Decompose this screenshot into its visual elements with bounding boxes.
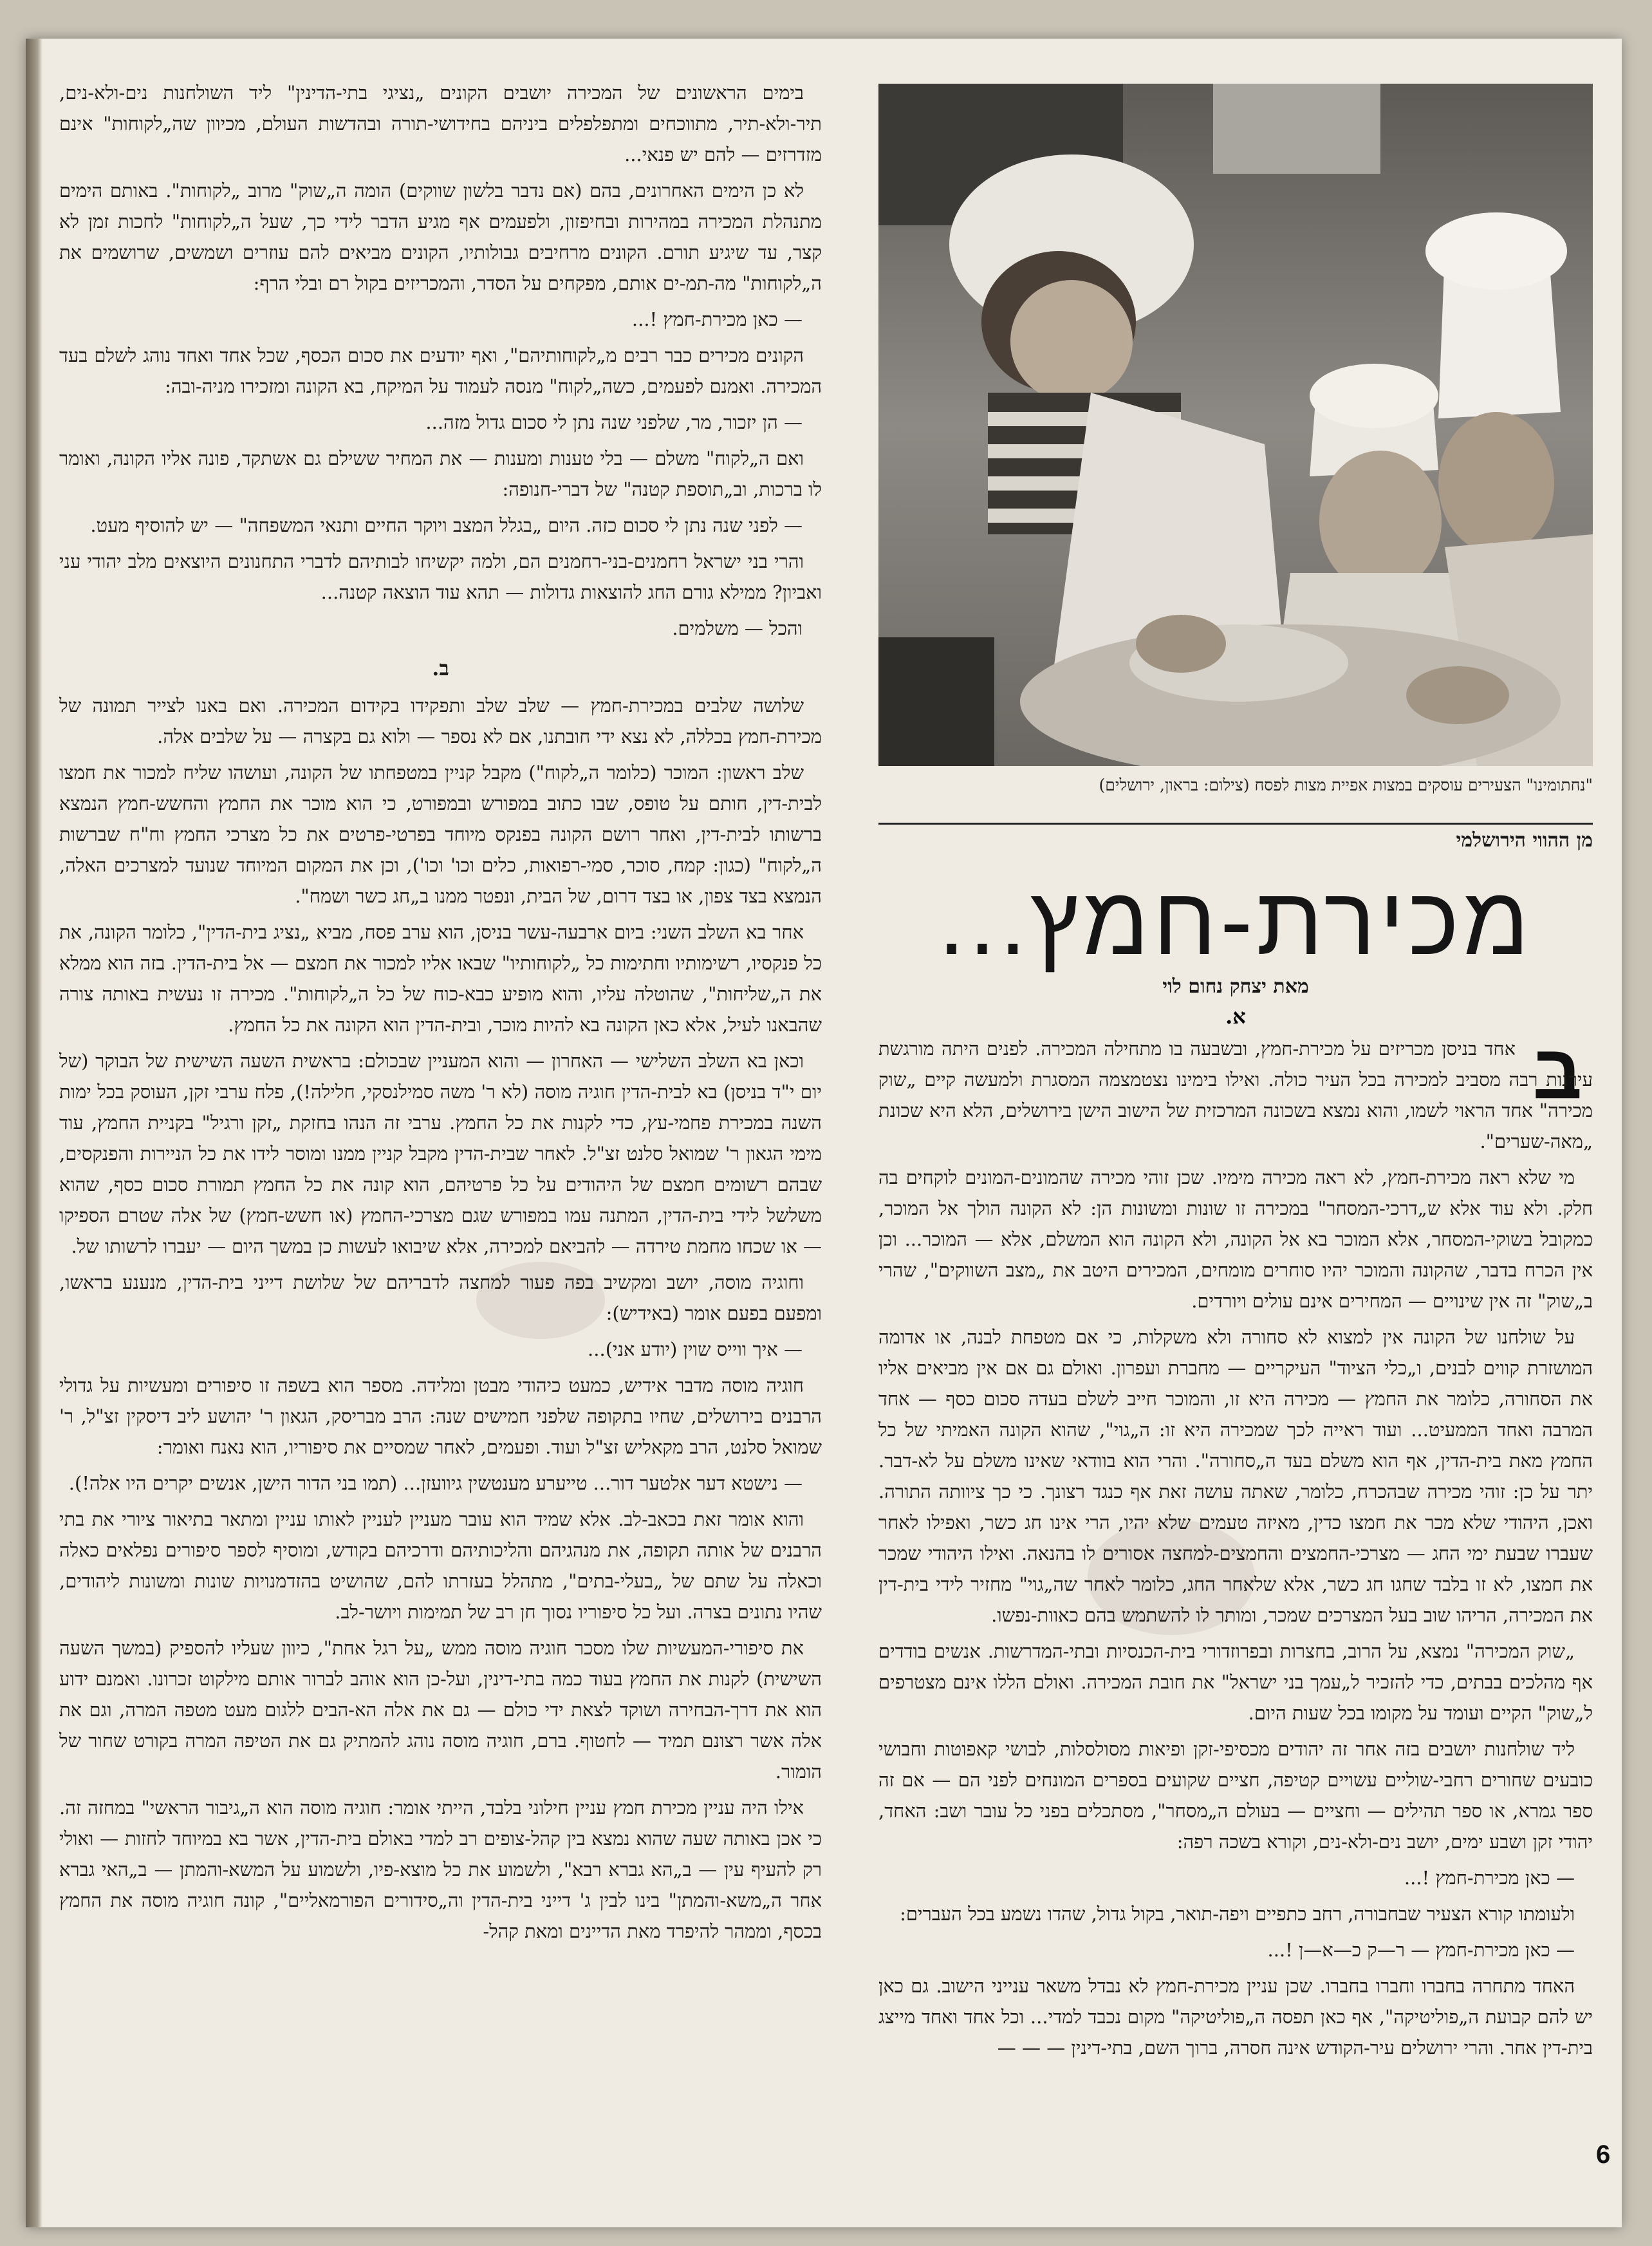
dialogue-line: — הן יזכור, מר, שלפני שנה נתן לי סכום גדול מזה... (425, 411, 803, 433)
paragraph: האחד מתחרה בחברו וחברו בחברו. שכן עניין מכירת-חמץ לא נבדל משאר ענייני הישוב. גם כאן יש להם קבועת ה„פוליטיקה", אף כאן תפסה ה„פוליטיקה" מקום נכבד למדי... וכל אחד ואחד מייצג בית-דין אחר. והרי ירושלים עיר-הקודש אינה חסרה, ברוך השם, בתי-דינין — — — (878, 1975, 1593, 2059)
drop-cap: ב (1532, 1033, 1582, 1115)
paragraph: את סיפורי-המעשיות שלו מסכר חוגיה מוסה ממש „על רגל אחת", כיוון שעליו להספיק (במשך השעה השישית) לקנות את החמץ בעוד כמה בתי-דינין, ועל-כן הוא אוהב לברור אותם מילקוט זכרונו. ואמנם ידוע הוא את דרך-הבחירה ושוקד לצאת ידי כולם — גם את אלה הא-הבים ללגום מעט מטפה המרה, וגם את אלה אשר רצונם תמיד — לחטוף. ברם, חוגיה מוסה נוהג להמתיק גם את הטיפה המרה בקורט שחור של הומור. (59, 1637, 822, 1783)
paragraph: והוא אומר זאת בכאב-לב. אלא שמיד הוא עובר מעניין לעניין לאותו עניין ומתאר בתיאור ציורי את בתי הרבנים של אותה תקופה, את מנהגיהם והליכותיהם ודרכיהם בקודש, ומוסיף לספר סיפורים נפלאים כאלה וכאלה על שתם של „בעלי-בתים", מתהלל בעזרתו להם, שהושיט בהזדמנויות שונות ומשונות ליהודים, שהיו נתונים בצרה. ועל כל סיפוריו נסוך חן רב של תמימות ויושר-לב. (59, 1508, 822, 1623)
paragraph: לא כן הימים האחרונים, בהם (אם נדבר בלשון שווקים) הומה ה„שוק" מרוב „לקוחות". באותם הימים מתנהלת המכירה במהירות ובחיפזון, ולפעמים אף מגיע הדבר לידי כך, שעל ה„לקוחות" לחכות זמן לא קצר, עד שיגיע תורם. הקונים מרחיבים גבולותיו, הקונים מביאים להם עוזרים ושמשים, שרושמים את ה„לקוחות" מה-תמ-ים אותם, מפקחים על הסדר, והמכריזים בקול רם ובלי הרף: (59, 180, 822, 294)
dialogue-line: — נישטא דער אלטער דור... טייערע מענטשין גיוועזן... (תמו בני הדור הישן, אנשים יקרים היו אלה!). (68, 1472, 803, 1494)
right-text-area (878, 1033, 1593, 2205)
paragraph: אילו היה עניין מכירת חמץ עניין חילוני בלבד, הייתי אומר: חוגיה מוסה הוא ה„גיבור הראשי" במחזה זה. כי אכן באותה שעה שהוא נמצא בין קהל-צופים רב למדי באולם בית-הדין, אשר בא במיוחד לחזות — ואולי רק להעיף עין — ב„הא גברא רבא", ולשמוע את כל מוצא-פיו, ולשמוע על המשא-והמתן — ב„האי גברא אחר ה„משא-והמתן" בינו לבין ג' דייני בית-הדין וה„סידורים הפורמאליים", קונה חוגיה מוסה את החמץ בכסף, וממהר להיפרד מאת הדיינים ומאת קהל- (59, 1797, 822, 1942)
paragraph: הקונים מכירים כבר רבים מ„לקוחותיהם", ואף יודעים את סכום הכסף, שכל אחד ואחד נוהג לשלם בעד המכירה. ואמנם לפעמים, כשה„לקוח" מנסה לעמוד על המיקח, בא הקונה ומזכירו מניה-ובה: (59, 344, 822, 397)
article-byline: מאת יצחק נחום לוי (1162, 975, 1309, 998)
photo-caption: "נחתומינו" הצעירים עוסקים במצות אפיית מצות לפסח (צילום: בראון, ירושלים) (1099, 776, 1593, 794)
page-binding-edge (26, 39, 42, 2227)
paragraph: „שוק המכירה" נמצא, על הרוב, בחצרות ובפרוזדורי בית-הכנסיות ובתי-המדרשות. אנשים בודדים אף מהלכים בבתים, כדי להזכיר ל„עמך בני ישראל" את חובת המכירה. ואולם הללו אינם מצטרפים ל„שוק" הקיים ועומד על מקומו בכל שעות היום. (878, 1640, 1593, 1724)
left-text-column (59, 77, 822, 2214)
kicker-label: מן ההווי הירושלמי (1456, 829, 1593, 852)
paragraph: אחד בניסן מכריזים על מכירת-חמץ, ובשבעה בו מתחילה המכירה. לפנים היתה מורגשת עירנות רבה מסביב למכירה בכל העיר כולה. ואילו בימינו נצטמצמה המסגרת ולמעשה קיים „שוק מכירה" אחד הראוי לשמו, והוא נמצא בשכונה המרכזית של הישוב הישן בירושלים, הלא היא שכונת „מאה-שערים". (878, 1038, 1593, 1152)
paragraph: ולעומתו קורא הצעיר שבחבורה, רחב כתפיים ויפה-תואר, בקול גדול, שהדו נשמע בכל העברים: (900, 1903, 1575, 1925)
paragraph: והרי בני ישראל רחמנים-בני-רחמנים הם, ולמה יקשיחו לבותיהם לדברי התחנונים היוצאים מלב יהודי עני ואביון? ממילא גורם החג להוצאות גדולות — תהא עוד הוצאה קטנה... (59, 550, 822, 603)
photo-image (878, 84, 1593, 766)
section-marker-a: א. (1225, 1004, 1246, 1029)
paragraph: וכאן בא השלב השלישי — האחרון — והוא המעניין שבכולם: בראשית השעה השישית של הבוקר (של יום י"ד בניסן) בא לבית-הדין חוגיה מוסה (לא ר' משה סמילנסקי, חלילה!), פלח ערבי זקן, העוסק בכל ימות השנה במכירת פחמי-עץ, כדי לקנות את כל החמץ. ערבי זה הנהו בחזקת „זקן ורגיל" בקניית החמץ, עוד מימי הגאון ר' שמואל סלנט זצ"ל. לאחר שבית-הדין מקבל קניין ממנו ומוסר לידו את כל הניירות והפנקסים, שבהם רשומים חמצם של היהודים על כל פרטיהם, הוא קונה את כל החמץ תמורת סכום כסף, שהוא משלשל לידי בית-הדין, המתנה עמו במפורש שגם מצרכי-החמץ (או חשש-חמץ) של אלה שטרם הספיקו — או שכחו מחמת טירדה — להביאם למכירה, אלא שיבואו לעשות כן במשך היום — יעברו לרשותו של. (59, 1050, 822, 1257)
dialogue-line: — איך ווייס שוין (יודע אני)... (588, 1338, 803, 1360)
kicker-rule (878, 823, 1593, 825)
article-headline: מכירת-חמץ... (938, 866, 1534, 975)
paragraph: שלושה שלבים במכירת-חמץ — שלב שלב ותפקידו בקידום המכירה. ואם באנו לצייר תמונה של מכירת-חמץ בכללה, לא נצא ידי חובתנו, אם לא נספר — ולוא גם בקצרה — על שלבים אלה. (59, 695, 822, 747)
paragraph: — כאן מכירת-חמץ !... (1404, 1867, 1575, 1889)
right-text-column (878, 1033, 1593, 2205)
paragraph: אחר בא השלב השני: ביום ארבעה-עשר בניסן, הוא ערב פסח, מביא „נציג בית-הדין", כלומר הקונה, את כל פנקסיו, רשימותיו וחתימות כל „לקוחותיו" שבאו אליו למכור את חמצם — אל בית-הדין. בזה הוא ממלא את ה„שליחות", שהוטלה עליו, והוא מופיע כבא-כוח של כל ה„לקוחות". מכירה זו נעשית באותה צורה שהבאנו לעיל, אלא כאן הקונה בא להיות מוכר, ובית-הדין הוא הקונה את כל החמץ. (59, 921, 822, 1036)
dialogue-line: — לפני שנה נתן לי סכום כזה. היום „בגלל המצב ויוקר החיים ותנאי המשפחה" — יש להוסיף מעט. (90, 514, 803, 536)
paragraph: על שולחנו של הקונה אין למצוא לא סחורה ולא משקלות, כי אם מטפחת לבנה, או אדומה המושזרת קווים לבנים, ו„כלי הציוד" העיקריים — מחברת ועפרון. ואולם גם אם אין מביאים אליו את הסחורה, כלומר את החמץ — מכירה היא זו, והמוכר חייב לשלם בעדה סכום כסף — אחד המרבה ואחד הממעיט... ועוד ראייה לכך שמכירה היא זו: ה„גוי", שהוא הקונה האמיתי של כל החמץ מאת בית-הדין, אף הוא משלם בעד ה„סחורה". והרי הוא בוודאי שאינו משלם על לא-דבר. יתר על כן: זוהי מכירה שבהכרח, כלומר, שאתה עושה זאת אף כנגד רצונך. כי כך ציוותה התורה. ואכן, היהודי שלא מכר את חמצו כדין, מאיזה טעמים שלא יהיו, הרי אינו חג כשר, ואפילו לאחר שעברו שבעת ימי החג — מצרכי-החמצים והחמצים-למחצה אסורים לו בהנאה. ואילו היהודי שמכר את חמצו, לא זו בלבד שחגו חג כשר, אלא שלאחר החג, כלומר לאחר שה„גוי" מחזיר לידי בית-דין את המכירה, הריהו שוב בעל המצרכים שמכר, ומותר לו להשתמש בהם כאוות-נפשו. (878, 1326, 1593, 1626)
paragraph: ואם ה„לקוח" משלם — בלי טענות ומענות — את המחיר ששילם גם אשתקד, פונה אליו הקונה, ואומר לו ברכות, וב„תוספת קטנה" של דברי-חנופה: (59, 447, 822, 500)
page-number: 6 (1596, 2140, 1611, 2169)
paragraph: שלב ראשון: המוכר (כלומר ה„לקוח") מקבל קניין במטפחתו של הקונה, ועושהו שליח למכור את חמצו לבית-דין, חותם על טופס, שבו כתוב במפורש ובמפורט, כי הוא מוכר את החמץ והחשש-חמץ הנמצא ברשותו לבית-דין, ואחר רושם הקונה בפנקס מיוחד בפרטי-פרטים את כל מצרכי החמץ וח"ח שברשות ה„לקוח" (כגון: קמח, סוכר, סמי-רפואות, כלים וכו' וכו'), וכן את המקום המיוחד שנועד למצרכים האלה, הנמצא בצד צפון, או בצד דרום, של הבית, ונפטר ממנו ב„חג כשר ושמח". (59, 762, 822, 907)
paragraph: בימים הראשונים של המכירה יושבים הקונים „נציגי בתי-הדינין" ליד השולחנות נים-ולא-נים, תיר-ולא-תיר, מתווכחים ומתפלפלים ביניהם בחידושי-תורה ובהדשות העולם, מכיוון שה„לקוחות" אינם מזדרזים — להם יש פנאי... (59, 82, 822, 165)
paragraph: חוגיה מוסה מדבר אידיש, כמעט כיהודי מבטן ומלידה. מספר הוא בשפה זו סיפורים ומעשיות על גדולי הרבנים בירושלים, שחיו בתקופה שלפני חמישים שנה: הרב מבריסק, הגאון ר' יהושע ליב דיסקין זצ"ל, ר' שמואל סלנט, הרב מקאליש זצ"ל ועוד. ופעמים, לאחר שמסיים את סיפוריו, הוא נאנח ואומר: (59, 1374, 822, 1458)
photo-children-baking-matzah (878, 84, 1593, 766)
paragraph: ליד שולחנות יושבים בזה אחר זה יהודים מכסיפי-זקן ופיאות מסולסלות, לבושי קאפוטות וחבושי כובעים שחורים רחבי-שוליים עשויים קטיפה, חציים שקועים בספרים המונחים לפני הם — אם זה ספר גמרא, או ספר תהילים — וחציים — בעולם ה„מסחר", מסתכלים בפני כל עובר ושב: האחד, יהודי זקן ושבע ימים, יושב נים-ולא-נים, וקורא בשכה רפה: (878, 1738, 1593, 1853)
paragraph: מי שלא ראה מכירת-חמץ, לא ראה מכירה מימיו. שכן זוהי מכירה שהמונים-המונים לוקחים בה חלק. ולא עוד אלא ש„דרכי-המסחר" במכירה זו שונות ומשונות הן: לא הקונה הולך אל המוכר, כמקובל בשוקי-המסחר, אלא המוכר בא אל הקונה, ולא הקונה הוא המשלם, אלא — המוכר... וכן אין הכרח בדבר, שהקונה והמוכר יהיו סוחרים מומחים, המכירים היטב את „מצב השווקים", שהרי ב„שוק" זה אין שינויים — המחירים אינם עולים ויורדים. (878, 1166, 1593, 1312)
dialogue-line: — כאן מכירת-חמץ !... (631, 308, 803, 330)
dialogue-line: והכל — משלמים. (672, 617, 803, 639)
magazine-page (26, 39, 1622, 2227)
paragraph: וחוגיה מוסה, יושב ומקשיב בפה פעור למחצה לדבריהם של שלושת דייני בית-הדין, מנענע בראשו, ומפעם בפעם אומר (באידיש): (59, 1271, 822, 1324)
section-marker: ב. (432, 656, 449, 680)
paragraph: — כאן מכירת-חמץ — ר—ק כ—א—ן !... (1267, 1939, 1575, 1961)
